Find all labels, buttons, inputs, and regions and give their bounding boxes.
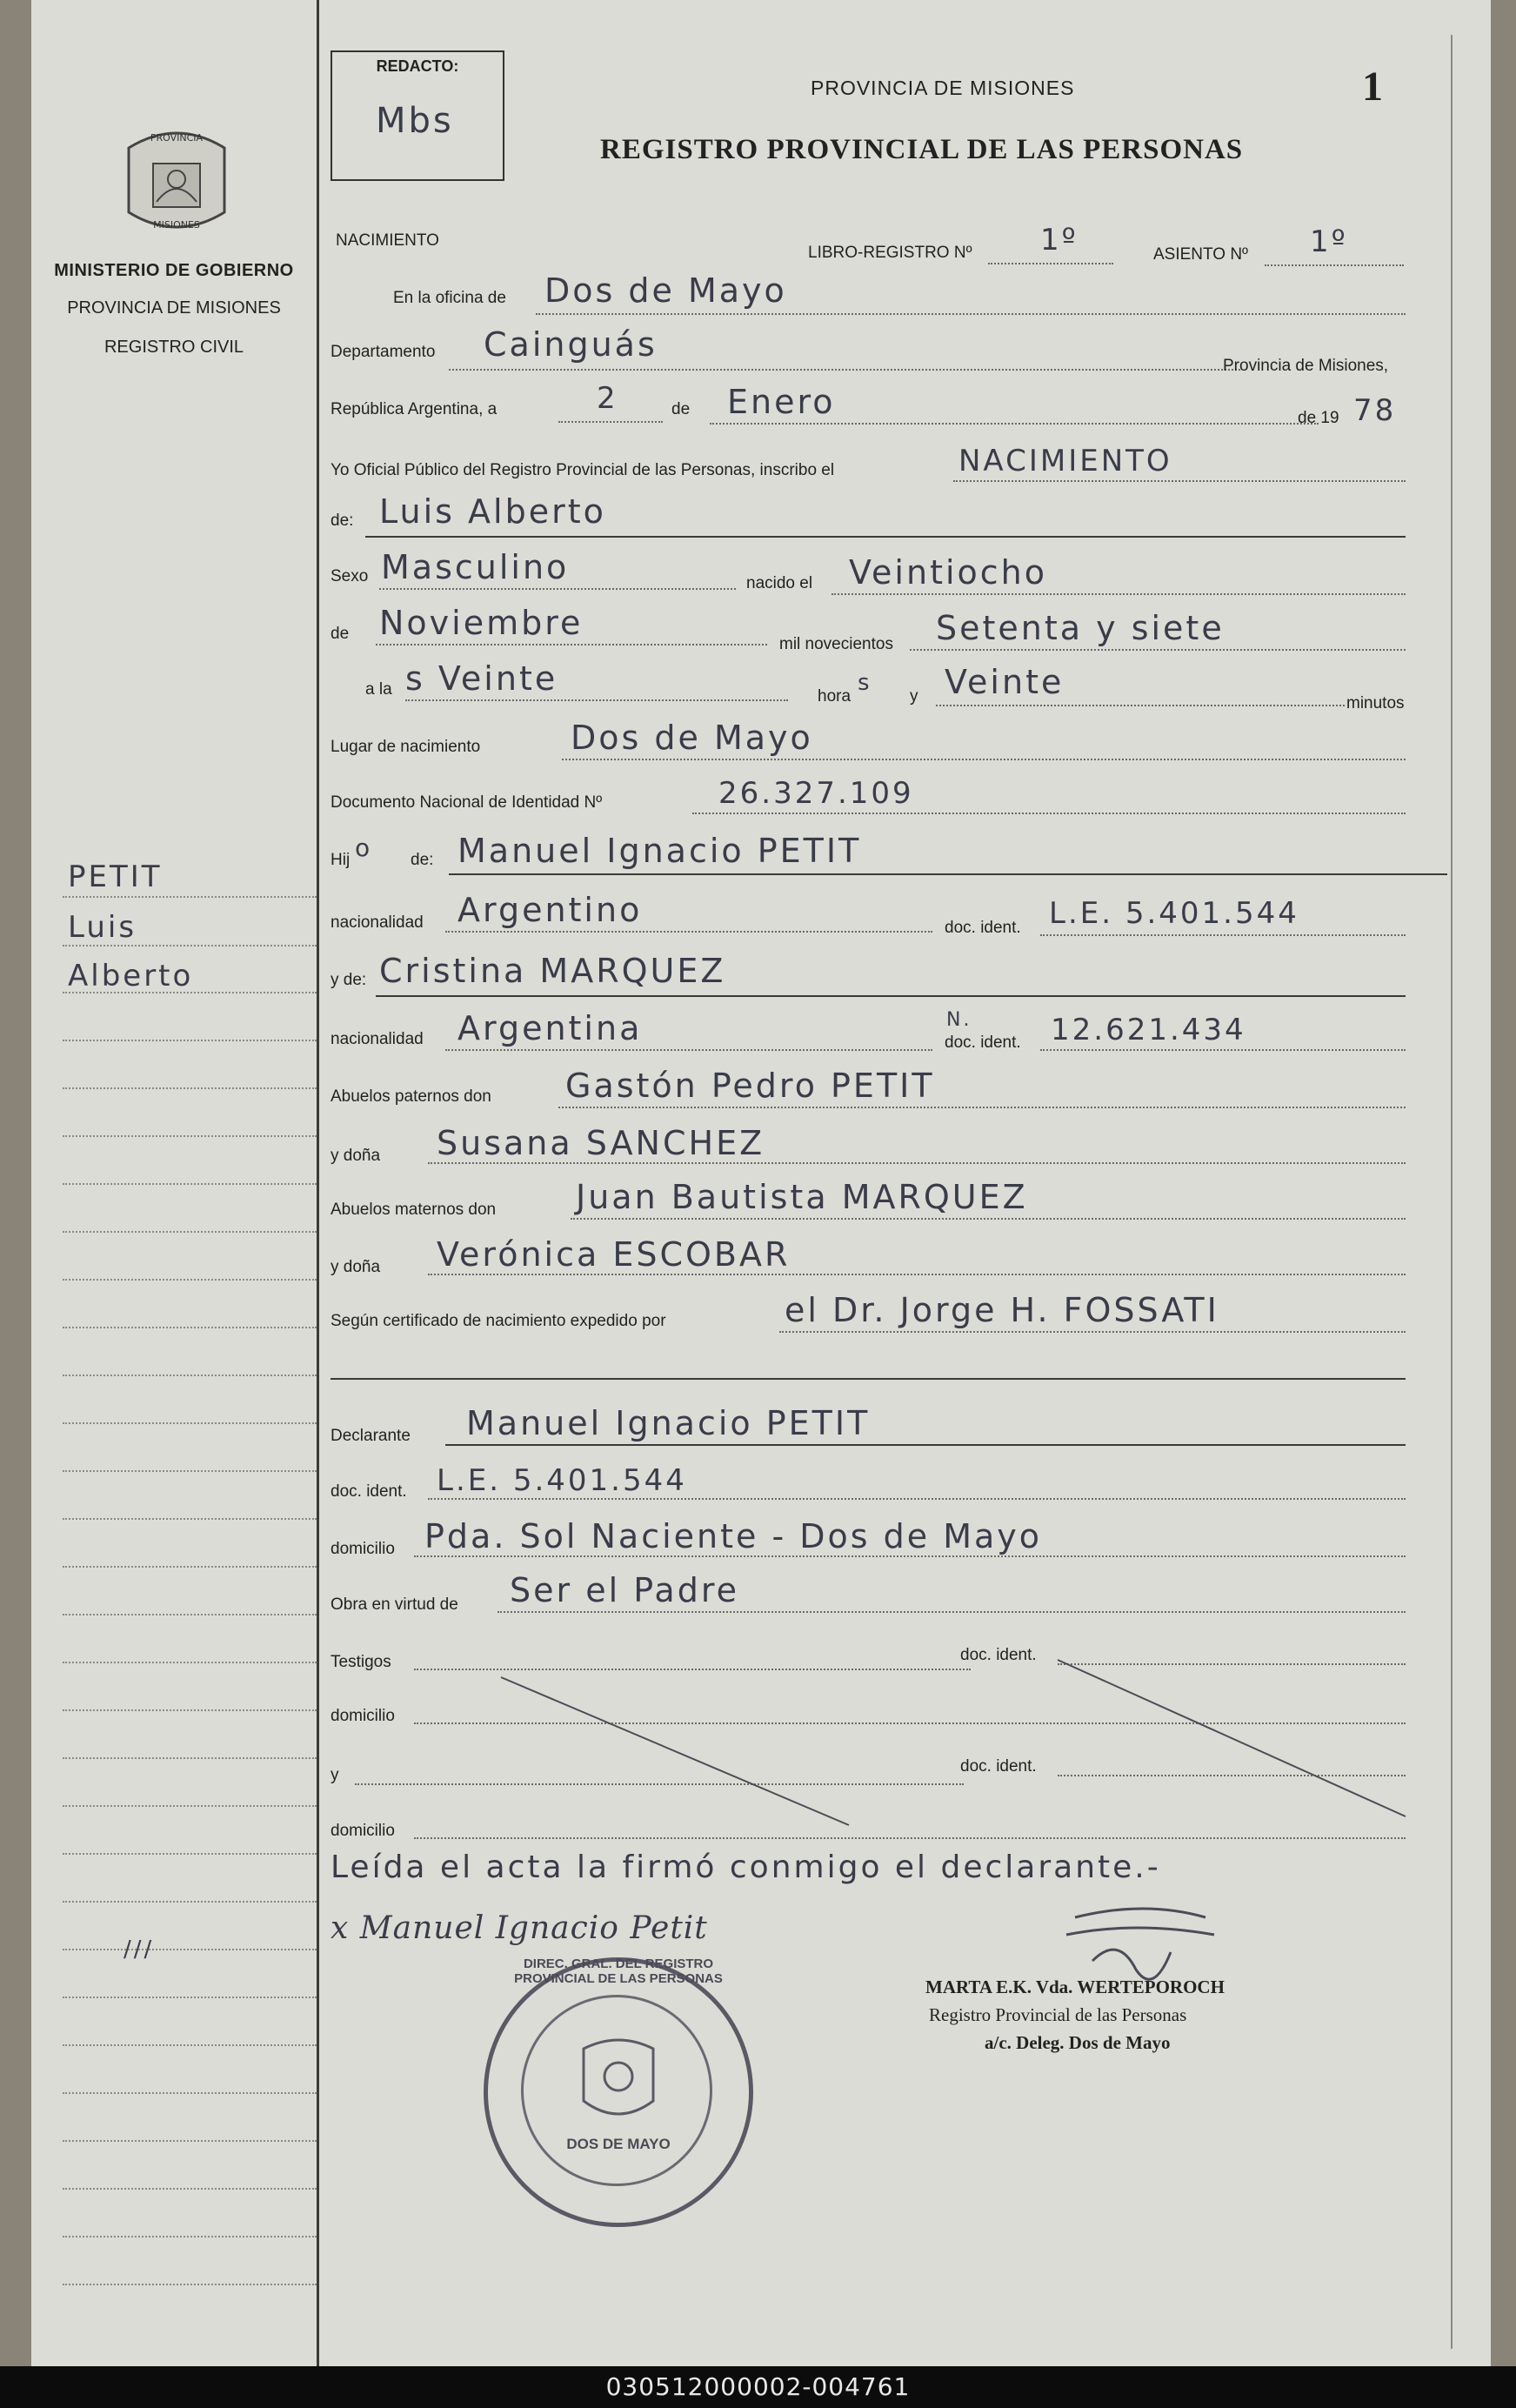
stamp-emblem-icon	[575, 2031, 662, 2127]
anio-label: de 19	[1298, 409, 1339, 427]
departamento-label: Departamento	[331, 343, 436, 361]
redacto-initials: Mbs	[376, 101, 454, 141]
padre-doc-value: L.E. 5.401.544	[1049, 896, 1299, 931]
domicilio-value: Pda. Sol Naciente - Dos de Mayo	[424, 1517, 1043, 1555]
dni-label: Documento Nacional de Identidad Nº	[331, 793, 603, 812]
provincia-label: Provincia de Misiones,	[1223, 357, 1389, 375]
madre-doc-prefix: N.	[946, 1009, 972, 1031]
alas-value: s Veinte	[405, 659, 558, 698]
lugar-label: Lugar de nacimiento	[331, 738, 481, 756]
registry-stamp	[484, 1957, 753, 2227]
nacido-label: nacido el	[746, 574, 813, 592]
obra-label: Obra en virtud de	[331, 1595, 458, 1614]
libro-value: 1º	[1040, 223, 1079, 258]
declarant-signature: x Manuel Ignacio Petit	[331, 1910, 708, 1946]
padre-value: Manuel Ignacio PETIT	[457, 832, 862, 870]
madre-doc-value: 12.621.434	[1051, 1013, 1246, 1047]
civil-registry-label: REGISTRO CIVIL	[104, 338, 244, 357]
asiento-value: 1º	[1310, 224, 1348, 259]
y2-label: y	[331, 1766, 339, 1784]
margin-mark: ///	[124, 1936, 155, 1963]
mil-value: Setenta y siete	[936, 609, 1225, 647]
ministry-label: MINISTERIO DE GOBIERNO	[54, 261, 294, 280]
segun-label: Según certificado de nacimiento expedido por	[331, 1312, 666, 1330]
hijo-label: Hij	[331, 851, 351, 869]
mes-nac-value: Noviembre	[379, 604, 584, 642]
official-office: Registro Provincial de las Personas	[929, 2004, 1187, 2025]
stamp-outer-text: DIREC. GRAL. DEL REGISTRO PROVINCIAL DE LAS PERSONAS	[514, 1956, 723, 1986]
testigos-label: Testigos	[331, 1653, 391, 1671]
hijo-suffix: o	[355, 833, 373, 862]
de2-label: de	[331, 625, 350, 643]
departamento-value: Cainguás	[484, 325, 658, 364]
ab-mat-dona-label: y doña	[331, 1258, 381, 1276]
nacimiento-label: NACIMIENTO	[336, 231, 439, 250]
dia-value: 2	[597, 381, 618, 416]
domicilio-label: domicilio	[331, 1540, 395, 1558]
y-label: y	[910, 687, 918, 706]
obra-value: Ser el Padre	[510, 1571, 739, 1609]
domicilio3-label: domicilio	[331, 1822, 395, 1840]
oficial-text: Yo Oficial Público del Registro Provincial de las Personas, inscribo el	[331, 461, 835, 479]
madre-doc-label: doc. ident.	[945, 1033, 1021, 1052]
leida-statement: Leída el acta la firmó conmigo el declarante.-	[331, 1849, 1161, 1885]
ab-mat-label: Abuelos maternos don	[331, 1201, 497, 1219]
inscribo-value: NACIMIENTO	[958, 444, 1172, 478]
horas-label: hora	[818, 687, 851, 706]
margin-middle-name: Alberto	[68, 959, 194, 993]
horas-suffix: s	[858, 670, 872, 696]
de-label: de	[671, 400, 691, 418]
republica-label: República Argentina, a	[331, 400, 498, 418]
mil-label: mil novecientos	[779, 635, 893, 653]
ab-pat-dona-label: y doña	[331, 1147, 381, 1165]
sexo-label: Sexo	[331, 567, 369, 585]
page-title: REGISTRO PROVINCIAL DE LAS PERSONAS	[600, 134, 1244, 165]
nombre-value: Luis Alberto	[379, 492, 606, 531]
domicilio2-label: domicilio	[331, 1707, 395, 1725]
libro-label: LIBRO-REGISTRO Nº	[808, 244, 972, 262]
oficina-value: Dos de Mayo	[544, 271, 787, 310]
crest-bottom-text: MISIONES	[153, 219, 200, 231]
certificate-page	[31, 0, 1491, 2366]
nacido-value: Veintiocho	[849, 553, 1047, 592]
madre-nac-label: nacionalidad	[331, 1030, 424, 1048]
decl-doc-value: L.E. 5.401.544	[437, 1463, 687, 1498]
padre-nac-label: nacionalidad	[331, 913, 424, 932]
de-nombre-label: de:	[331, 512, 354, 530]
decl-doc-label: doc. ident.	[331, 1482, 407, 1501]
redacto-label: REDACTO:	[376, 57, 459, 75]
strike-lines	[31, 0, 1491, 2366]
declarante-label: Declarante	[331, 1427, 411, 1445]
ab-pat-label: Abuelos paternos don	[331, 1087, 491, 1106]
lugar-value: Dos de Mayo	[571, 719, 813, 757]
ab-pat-value: Gastón Pedro PETIT	[565, 1067, 935, 1105]
declarante-value: Manuel Ignacio PETIT	[466, 1404, 871, 1442]
ab-pat-dona-value: Susana SANCHEZ	[437, 1124, 765, 1162]
minutos-value: Veinte	[945, 663, 1065, 701]
asiento-label: ASIENTO Nº	[1153, 245, 1248, 264]
oficina-label: En la oficina de	[393, 289, 506, 307]
yde-label: y de:	[331, 971, 367, 989]
sexo-value: Masculino	[381, 548, 570, 586]
padre-nac-value: Argentino	[457, 891, 643, 929]
document-id-footer: 030512000002-004761	[0, 2366, 1516, 2408]
padre-doc-label: doc. ident.	[945, 919, 1021, 937]
official-name: MARTA E.K. Vda. WERTEPOROCH	[925, 1977, 1225, 1997]
alas-label: a la	[365, 680, 392, 699]
testigo2-doc-label: doc. ident.	[960, 1757, 1037, 1776]
madre-nac-value: Argentina	[457, 1009, 643, 1047]
segun-value: el Dr. Jorge H. FOSSATI	[785, 1291, 1219, 1329]
dni-value: 26.327.109	[718, 776, 914, 811]
margin-surname: PETIT	[68, 860, 163, 894]
de3-label: de:	[411, 851, 434, 869]
margin-given-name: Luis	[68, 910, 137, 945]
ab-mat-dona-value: Verónica ESCOBAR	[437, 1235, 791, 1274]
anio-value: 78	[1353, 393, 1397, 428]
minutos-label: minutos	[1346, 694, 1405, 712]
ab-mat-value: Juan Bautista MARQUEZ	[576, 1178, 1028, 1216]
crest-top-text: PROVINCIA	[150, 132, 204, 144]
official-delegation: a/c. Deleg. Dos de Mayo	[985, 2032, 1171, 2053]
testigo1-doc-label: doc. ident.	[960, 1646, 1037, 1664]
province-label: PROVINCIA DE MISIONES	[67, 298, 281, 318]
page-number: 1	[1362, 64, 1383, 110]
mes-value: Enero	[727, 383, 836, 421]
madre-value: Cristina MARQUEZ	[379, 952, 726, 990]
stamp-inner-text: DOS DE MAYO	[566, 2136, 671, 2152]
header-province: PROVINCIA DE MISIONES	[811, 77, 1075, 99]
